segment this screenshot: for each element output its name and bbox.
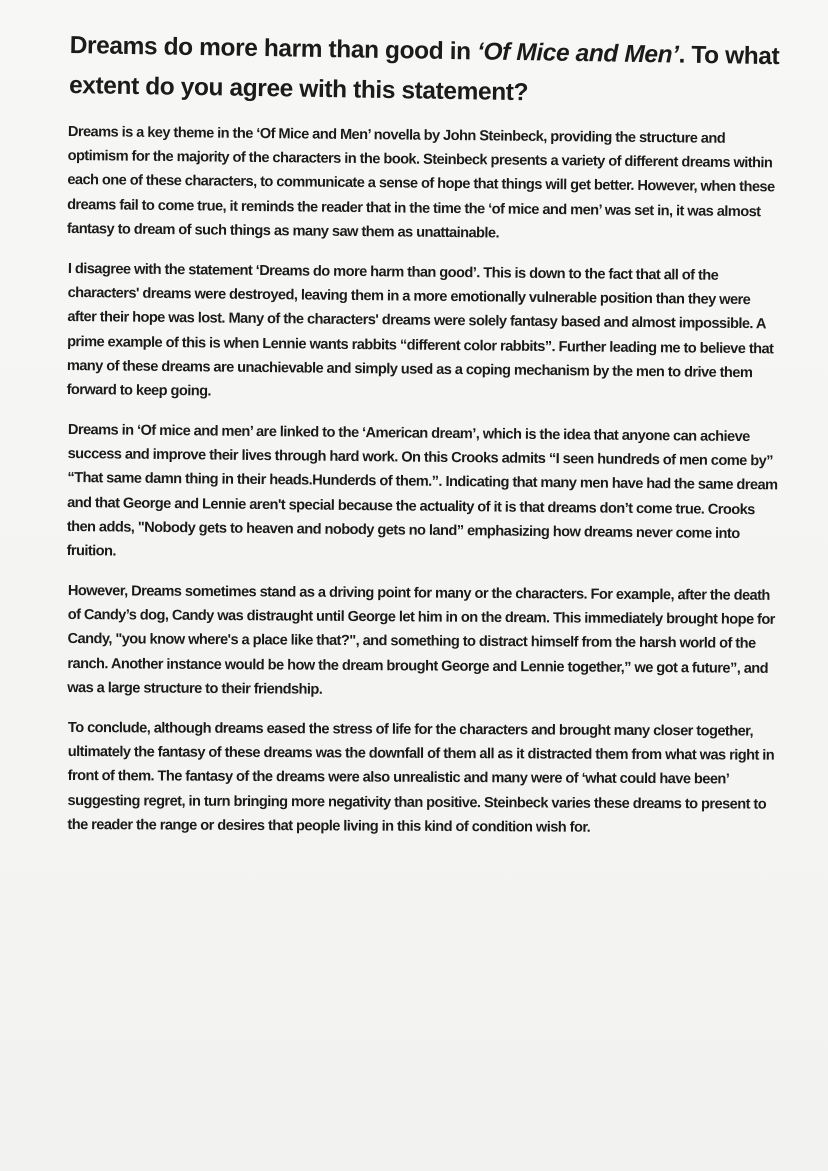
paragraph-counter-argument: However, Dreams sometimes stand as a driving point for many or the characters. For example, after the death of Candy’s dog, Candy was distraught until George let him in on the dream. This immediately brought hope for Candy, "you know where's a place like that?", and something to distract himself from the harsh world of the ranch. Another instance would be how the dream brought George and Lennie together,” we got a future”, and was a large structure to their friendship. bbox=[67, 583, 775, 699]
paragraph-argument: I disagree with the statement ‘Dreams do more harm than good’. This is down to the fact that all of the characters' dreams were destroyed, leaving them in a more emotionally vulnerable position than they were after their hope was lost. Many of the characters' dreams were solely fantasy based and almost impossible. A prime example of this is when Lennie wants rabbits “different color rabbits”. Further leading me to believe that many of these dreams are unachievable and simply used as a coping mechanism by the men to drive them forward to keep going. bbox=[66, 261, 774, 400]
paragraph-conclusion: To conclude, although dreams eased the stress of life for the characters and brought many closer together, ultimately the fantasy of these dreams was the downfall of them all as it distracted them from what was right in front of them. The fantasy of the dreams were also unrealistic and many were of ‘what could have been’ suggesting regret, in turn bringing more negativity than positive. Steinbeck varies these dreams to present to the reader the range or desires that people living in this kind of condition wish for. bbox=[67, 720, 775, 837]
title-text-part2: . To what extent do you agree with this statement? bbox=[68, 41, 780, 107]
paragraph-introduction: Dreams is a key theme in the ‘Of Mice and Men’ novella by John Steinbeck, providing the structure and optimism for the majority of the characters in the book. Steinbeck presents a variety of different dreams within each one of these characters, to communicate a sense of hope that things will get better. However, when these dreams fail to come true, it reminds the reader that in the time the ‘of mice and men’ was set in, it was almost fantasy to dream of such things as many saw them as unattainable. bbox=[66, 123, 775, 242]
essay-title bbox=[69, 26, 782, 117]
title-book-name: ‘Of Mice and Men’ bbox=[476, 38, 679, 69]
paragraph-american-dream: Dreams in ‘Of mice and men’ are linked to the ‘American dream’, which is the idea that anyone can achieve success and improve their lives through hard work. On this Crooks admits “I seen hundreds of men come by” “That same damn thing in their heads.Hunderds of them.”. Indicating that many men have had the same dream and that George and Lennie aren't special because the actuality of it is that dreams don’t come true. Crooks then adds, "Nobody gets to heaven and nobody gets no land” emphasizing how dreams never come into fruition. bbox=[66, 422, 778, 560]
title-text-part1: Dreams do more harm than good in bbox=[69, 31, 478, 66]
